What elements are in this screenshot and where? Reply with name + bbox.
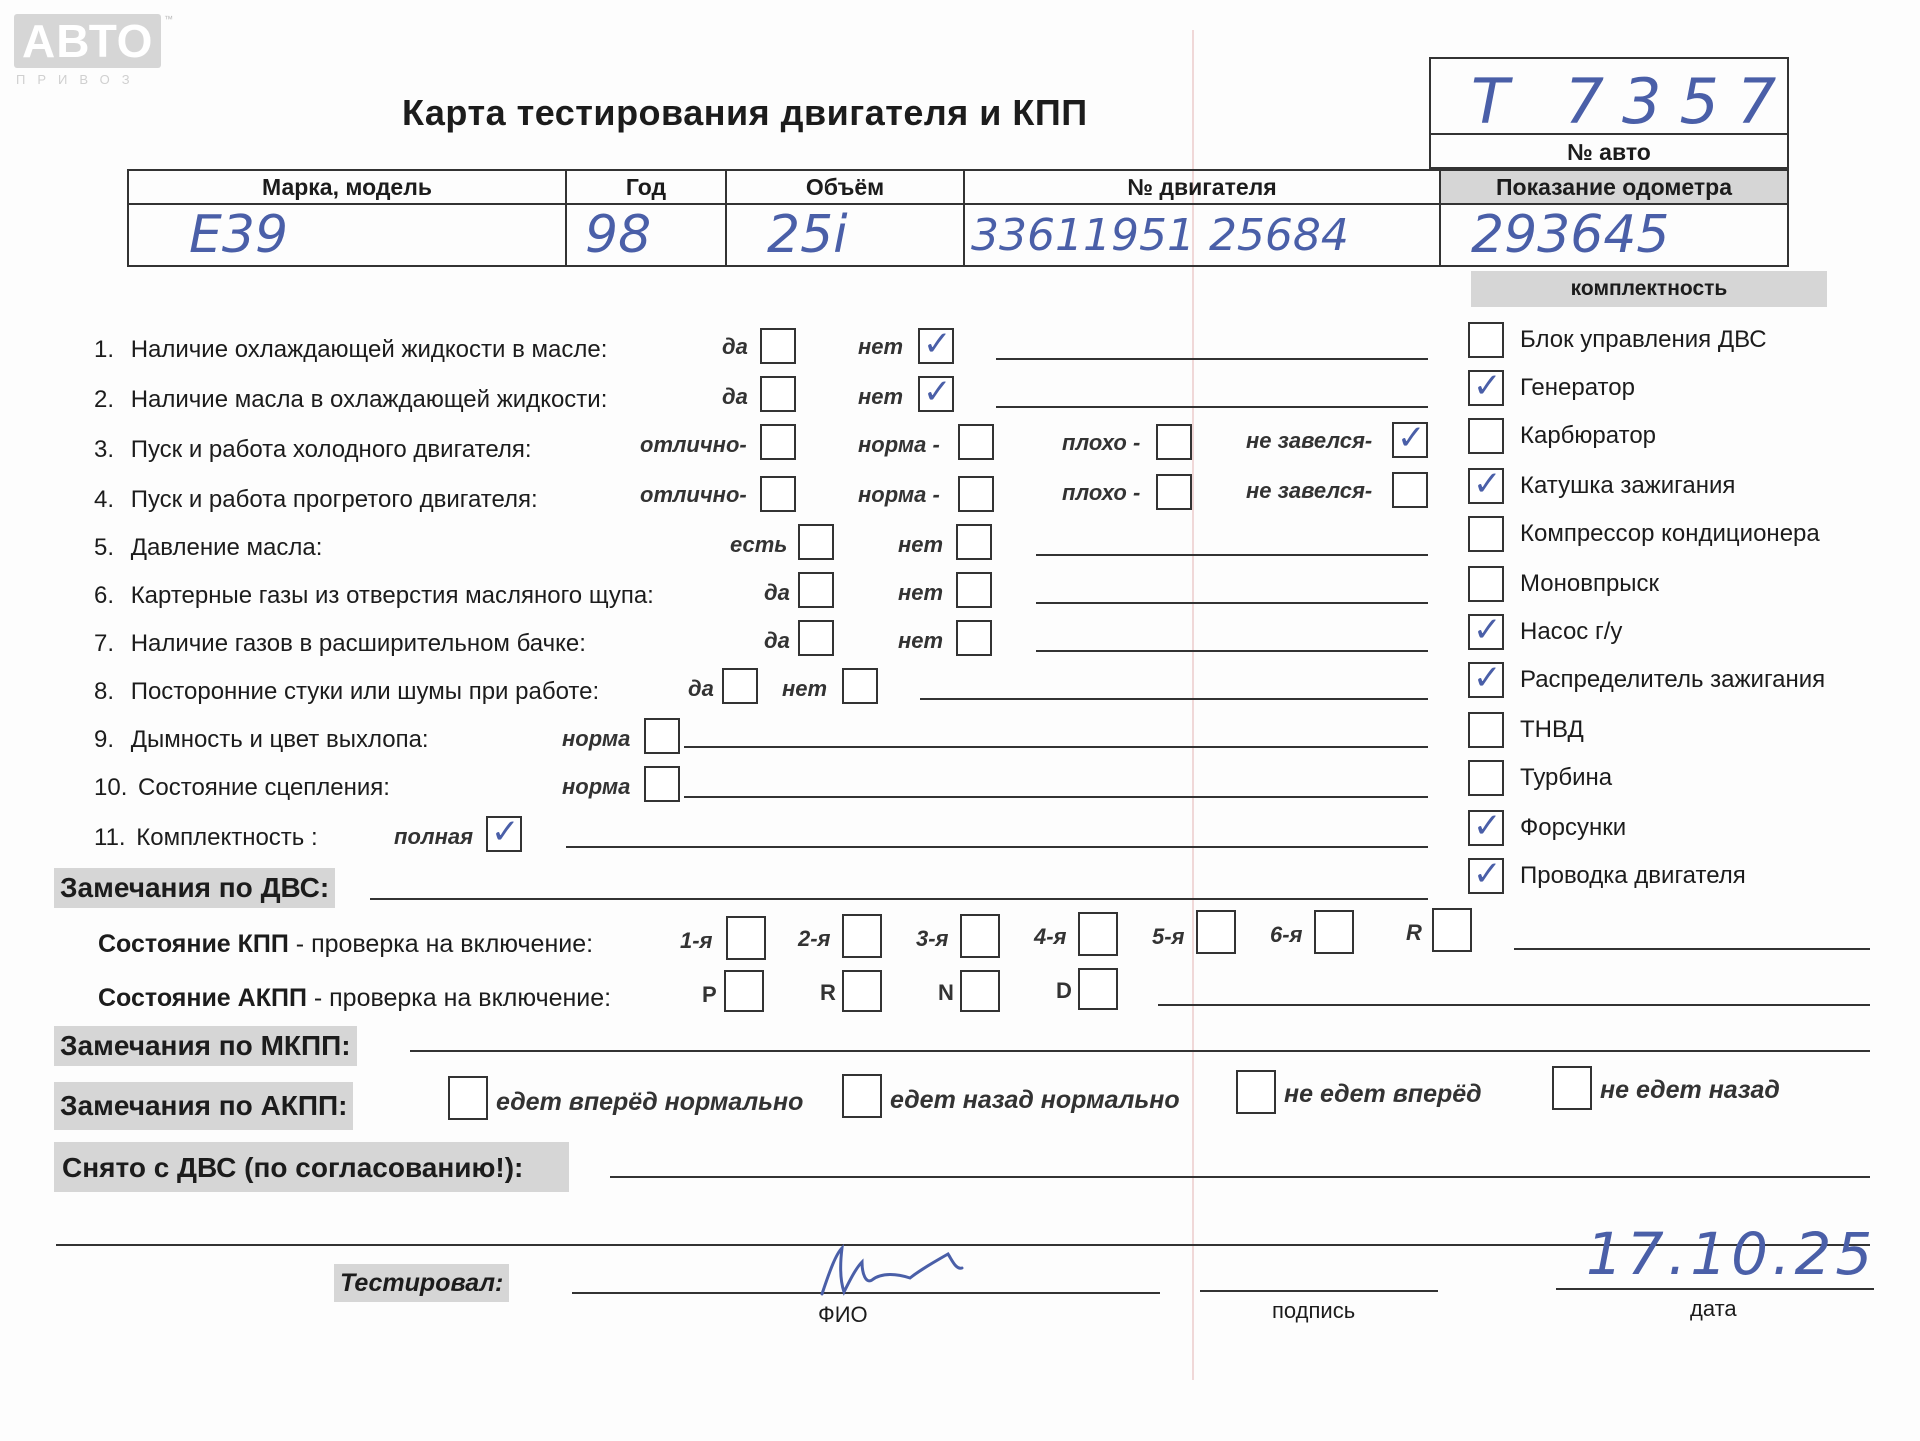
q6-note-line [1036, 602, 1428, 604]
question-8 [94, 678, 599, 706]
q5-note-line [1036, 554, 1428, 556]
kit-label: Компрессор кондиционера [1520, 520, 1820, 547]
question-number: 9. [94, 726, 115, 753]
opt-est: есть [730, 532, 788, 557]
gear-4: 4-я [1034, 924, 1067, 949]
opt-net: нет [858, 384, 904, 409]
gear-3: 3-я [916, 926, 949, 951]
gear-1-checkbox[interactable] [726, 916, 766, 960]
gear-5: 5-я [1152, 924, 1185, 949]
akpp-r-checkbox[interactable] [842, 970, 882, 1012]
gear-2: 2-я [798, 926, 831, 951]
kit-label: Насос г/у [1520, 618, 1623, 645]
gear-4-checkbox[interactable] [1078, 912, 1118, 956]
akpp-backward-ok: едет назад нормально [890, 1086, 1180, 1114]
check-mark: ✓ [1473, 610, 1502, 650]
akpp-no-backward-checkbox[interactable] [1552, 1066, 1592, 1110]
opt-da: да [688, 676, 714, 701]
question-10 [94, 774, 390, 802]
opt-ne-zavelsya: не завелся- [1246, 478, 1373, 503]
kit-checkbox-ignition-coil[interactable] [1468, 464, 1504, 504]
removed-line [610, 1176, 1870, 1178]
check-mark: ✓ [923, 324, 952, 364]
remarks-dvs-label: Замечания по ДВС: [54, 868, 335, 908]
akpp-no-forward-checkbox[interactable] [1236, 1070, 1276, 1114]
question-number: 2. [94, 386, 115, 413]
kit-checkbox-power-steering-pump[interactable] [1468, 610, 1504, 650]
check-mark: ✓ [923, 372, 952, 412]
q6-net-checkbox[interactable] [956, 572, 992, 608]
opt-norma: норма - [858, 432, 940, 457]
akpp-forward-ok: едет вперёд нормально [496, 1088, 804, 1116]
auto-number-label: № авто [1431, 133, 1787, 169]
opt-da: да [764, 580, 790, 605]
logo-sub: ПРИВОЗ [16, 72, 142, 87]
value-engine-number: 33611951 25684 [964, 204, 1440, 266]
kit-checkbox-ac-compressor[interactable] [1468, 516, 1504, 552]
check-mark: ✓ [1473, 806, 1502, 846]
complectness-title: комплектность [1471, 271, 1827, 307]
kit-checkbox-carburetor[interactable] [1468, 418, 1504, 454]
akpp-rest: - проверка на включение: [306, 984, 612, 1012]
akpp-n-checkbox[interactable] [960, 970, 1000, 1012]
akpp-n: N [938, 980, 954, 1005]
header-volume: Объём [726, 170, 964, 204]
q2-da-checkbox[interactable] [760, 376, 796, 412]
q4-norma-checkbox[interactable] [958, 476, 994, 512]
question-11 [94, 824, 318, 852]
header-odometer: Показание одометра [1440, 170, 1788, 204]
kit-checkbox-distributor[interactable] [1468, 658, 1504, 698]
value-odometer: 293645 [1440, 204, 1788, 266]
kit-label: Генератор [1520, 374, 1635, 401]
q10-note-line [684, 796, 1428, 798]
fio-label: ФИО [818, 1302, 868, 1327]
question-number: 1. [94, 336, 115, 363]
date-value: 17.10.25 [1586, 1220, 1877, 1288]
gear-1: 1-я [680, 928, 713, 953]
kit-checkbox-injectors[interactable] [1468, 806, 1504, 846]
q10-norma-checkbox[interactable] [644, 766, 680, 802]
signature-line [1200, 1290, 1438, 1292]
kit-checkbox-turbo[interactable] [1468, 760, 1504, 796]
question-number: 8. [94, 678, 115, 705]
check-mark: ✓ [1473, 464, 1502, 504]
akpp-d-checkbox[interactable] [1078, 968, 1118, 1010]
kit-checkbox-generator[interactable] [1468, 366, 1504, 406]
question-number: 7. [94, 630, 115, 657]
remarks-akpp-label: Замечания по АКПП: [54, 1082, 353, 1130]
opt-net: нет [782, 676, 828, 701]
q4-ne-zavelsya-checkbox[interactable] [1392, 472, 1428, 508]
gear-3-checkbox[interactable] [960, 914, 1000, 958]
q3-ne-zavelsya-checkbox[interactable] [1392, 418, 1428, 458]
remarks-mkpp-line [410, 1050, 1870, 1052]
akpp-backward-ok-checkbox[interactable] [842, 1074, 882, 1118]
page-title: Карта тестирования двигателя и КПП [402, 92, 1088, 133]
kit-label: Блок управления ДВС [1520, 326, 1767, 353]
gear-r: R [1406, 920, 1422, 945]
auto-number-box [1429, 57, 1795, 169]
opt-otlichno: отлично- [640, 432, 747, 457]
q9-note-line [684, 746, 1428, 748]
remarks-dvs-line [370, 898, 1428, 900]
vehicle-info-table [127, 169, 1789, 267]
q5-net-checkbox[interactable] [956, 524, 992, 560]
q7-net-checkbox[interactable] [956, 620, 992, 656]
opt-net: нет [858, 334, 904, 359]
header-engine-number: № двигателя [964, 170, 1440, 204]
tested-by-label: Тестировал: [334, 1264, 509, 1302]
question-text: Состояние сцепления: [138, 774, 390, 801]
question-number: 6. [94, 582, 115, 609]
check-mark: ✓ [1397, 418, 1426, 458]
question-3 [94, 436, 532, 464]
kit-label: Катушка зажигания [1520, 472, 1736, 499]
opt-ne-zavelsya: не завелся- [1246, 428, 1373, 453]
opt-net: нет [898, 580, 944, 605]
kit-checkbox-injection-pump[interactable] [1468, 712, 1504, 748]
opt-da: да [722, 384, 748, 409]
kit-label: Моновпрыск [1520, 570, 1660, 597]
opt-polnaya: полная [394, 824, 474, 849]
question-text: Наличие масла в охлаждающей жидкости: [130, 386, 608, 413]
date-line [1556, 1288, 1874, 1290]
kit-label: Карбюратор [1520, 422, 1657, 449]
q2-net-checkbox[interactable] [918, 372, 954, 412]
question-text: Давление масла: [130, 534, 323, 561]
akpp-forward-ok-checkbox[interactable] [448, 1076, 488, 1120]
check-mark: ✓ [1473, 658, 1502, 698]
question-text: Посторонние стуки или шумы при работе: [130, 678, 600, 705]
opt-da: да [722, 334, 748, 359]
logo-tm: ™ [164, 14, 173, 24]
akpp-p: P [702, 982, 717, 1007]
question-text: Комплектность : [136, 824, 318, 851]
logo-main: АВТО [14, 14, 161, 68]
kpp-rest: - проверка на включение: [288, 930, 594, 958]
q3-ploho-checkbox[interactable] [1156, 424, 1192, 460]
gear-6-checkbox[interactable] [1314, 910, 1354, 954]
question-text: Картерные газы из отверстия масляного щупа: [130, 582, 654, 609]
q1-note-line [996, 358, 1428, 360]
check-mark: ✓ [1473, 854, 1502, 894]
value-year: 98 [566, 204, 726, 266]
q3-norma-checkbox[interactable] [958, 424, 994, 460]
question-7 [94, 630, 586, 658]
gear-r-checkbox[interactable] [1432, 908, 1472, 952]
opt-da: да [764, 628, 790, 653]
question-5 [94, 534, 322, 562]
question-text: Пуск и работа прогретого двигателя: [130, 486, 538, 513]
q11-polnaya-checkbox[interactable] [486, 812, 522, 852]
kit-label: Распределитель зажигания [1520, 666, 1826, 693]
question-number: 5. [94, 534, 115, 561]
q6-da-checkbox[interactable] [798, 572, 834, 608]
q1-da-checkbox[interactable] [760, 328, 796, 364]
q1-net-checkbox[interactable] [918, 324, 954, 364]
q2-note-line [996, 406, 1428, 408]
value-volume: 25i [726, 204, 964, 266]
akpp-note-line [1158, 1004, 1870, 1006]
kit-label: ТНВД [1520, 716, 1584, 743]
auto-number-value: Т 7357 [1471, 65, 1795, 138]
gear-6: 6-я [1270, 922, 1303, 947]
date-label: дата [1690, 1296, 1737, 1321]
q9-norma-checkbox[interactable] [644, 718, 680, 754]
q4-ploho-checkbox[interactable] [1156, 474, 1192, 510]
gear-5-checkbox[interactable] [1196, 910, 1236, 954]
q4-otlichno-checkbox[interactable] [760, 476, 796, 512]
removed-label: Снято с ДВС (по согласованию!): [54, 1142, 569, 1192]
question-text: Пуск и работа холодного двигателя: [130, 436, 532, 463]
header-year: Год [566, 170, 726, 204]
kit-label: Турбина [1520, 764, 1613, 791]
akpp-d: D [1056, 978, 1072, 1003]
opt-otlichno: отлично- [640, 482, 747, 507]
kit-checkbox-ecu[interactable] [1468, 322, 1504, 358]
question-text: Наличие охлаждающей жидкости в масле: [130, 336, 608, 363]
question-number: 4. [94, 486, 115, 513]
question-number: 10. [94, 774, 128, 801]
akpp-p-checkbox[interactable] [724, 970, 764, 1012]
opt-net: нет [898, 628, 944, 653]
gear-2-checkbox[interactable] [842, 914, 882, 958]
q3-otlichno-checkbox[interactable] [760, 424, 796, 460]
header-brand: Марка, модель [128, 170, 566, 204]
akpp-r: R [820, 980, 836, 1005]
kit-checkbox-wiring[interactable] [1468, 854, 1504, 894]
opt-norma: норма - [858, 482, 940, 507]
signature-label: подпись [1272, 1298, 1356, 1323]
question-6 [94, 582, 654, 610]
question-text: Дымность и цвет выхлопа: [130, 726, 429, 753]
check-mark: ✓ [491, 812, 520, 852]
akpp-check-label [98, 984, 611, 1013]
akpp-no-backward: не едет назад [1600, 1076, 1780, 1104]
q7-da-checkbox[interactable] [798, 620, 834, 656]
q8-net-checkbox[interactable] [842, 668, 878, 704]
q11-note-line [566, 846, 1428, 848]
kpp-bold: Состояние КПП [98, 930, 289, 958]
question-number: 11. [94, 824, 126, 851]
handwritten-signature [810, 1240, 990, 1300]
opt-net: нет [898, 532, 944, 557]
logo [14, 14, 173, 87]
kit-checkbox-mono-injection[interactable] [1468, 566, 1504, 602]
q5-est-checkbox[interactable] [798, 524, 834, 560]
remarks-mkpp-label: Замечания по МКПП: [54, 1026, 357, 1066]
q8-note-line [920, 698, 1428, 700]
opt-norma: норма [562, 774, 631, 799]
check-mark: ✓ [1473, 366, 1502, 406]
kpp-note-line [1514, 948, 1870, 950]
kit-label: Проводка двигателя [1520, 862, 1746, 889]
question-text: Наличие газов в расширительном бачке: [130, 630, 586, 657]
value-brand: E39 [128, 204, 566, 266]
question-number: 3. [94, 436, 115, 463]
akpp-bold: Состояние АКПП [98, 984, 307, 1012]
akpp-no-forward: не едет вперёд [1284, 1080, 1482, 1108]
question-1 [94, 336, 607, 364]
kpp-check-label [98, 930, 593, 959]
question-4 [94, 486, 538, 514]
q7-note-line [1036, 650, 1428, 652]
question-9 [94, 726, 429, 754]
opt-ploho: плохо - [1062, 480, 1141, 505]
kit-label: Форсунки [1520, 814, 1627, 841]
opt-ploho: плохо - [1062, 430, 1141, 455]
question-2 [94, 386, 607, 414]
opt-norma: норма [562, 726, 631, 751]
q8-da-checkbox[interactable] [722, 668, 758, 704]
